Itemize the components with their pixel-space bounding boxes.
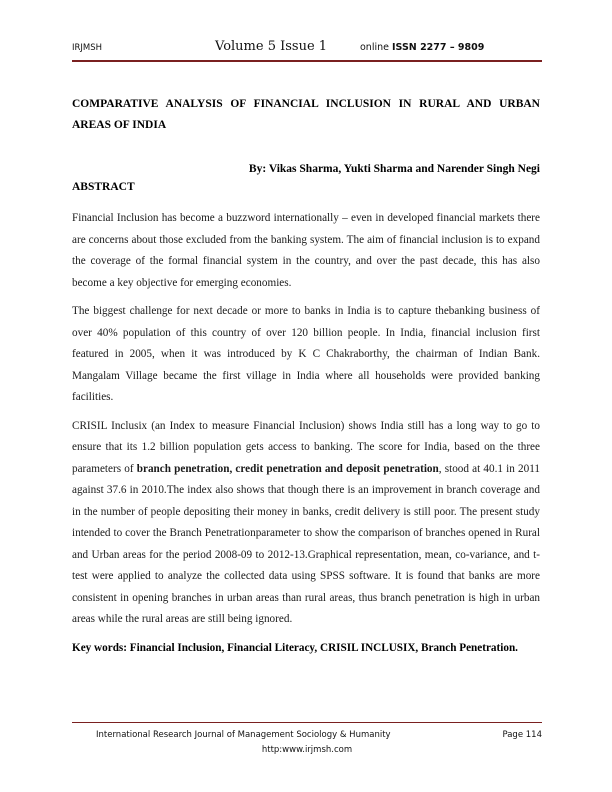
header-issn-prefix: online: [360, 42, 389, 53]
footer-url: http:www.irjmsh.com: [261, 745, 353, 755]
page-number: Page 114: [502, 730, 542, 740]
footer-divider: [72, 722, 542, 723]
header-volume: Volume 5 Issue 1: [215, 39, 328, 54]
paragraph-3-text-b: , stood at 40.1 in 2011 against 37.6 in 2010.The index also shows that though there is an improvement in branch coverage and in the number of people depositing their money in banks, credit delivery is still poor. The present study intended to cover the Branch Penetrationparameter to show the comparison of branches opened in Rural and Urban areas for the period 2008-09 to 2012-13.Graphical representation, mean, co-variance, and t-test were applied to analyze the collected data using SPSS software. It is found that banks are more consistent in opening branches in urban areas than rural areas, thus branch penetration is high in urban areas while the rural areas are still being ignored.: [72, 462, 541, 625]
header-issn-number: ISSN 2277 – 9809: [392, 42, 485, 53]
abstract-paragraph-3: [72, 416, 540, 631]
header-issn: [360, 42, 484, 53]
article-title: COMPARATIVE ANALYSIS OF FINANCIAL INCLUSION IN RURAL AND URBAN AREAS OF INDIA: [72, 98, 540, 131]
paragraph-3-text-a: CRISIL Inclusix (an Index to measure Financial Inclusion) shows India still has a long way to go to ensure that its 1.2 billion population gets access to banking. The score for India, based on the three parameters of: [72, 419, 540, 475]
running-header: [72, 40, 542, 56]
abstract-paragraph-1: Financial Inclusion has become a buzzword internationally – even in developed financial markets there are concerns about those excluded from the banking system. The aim of financial inclusion is to expand the coverage of the formal financial system in the country, and over the past decade, this has also become a key objective for emerging economies.: [72, 212, 540, 289]
keywords: Key words: Financial Inclusion, Financial Literacy, CRISIL INCLUSIX, Branch Penetration.: [72, 641, 518, 654]
abstract-body: [72, 208, 540, 666]
footer-journal: International Research Journal of Management Sociology & Humanity: [96, 730, 391, 740]
header-divider: [72, 60, 542, 62]
abstract-paragraph-2: The biggest challenge for next decade or more to banks in India is to capture thebanking business of over 40% population of this country of over 120 billion people. In India, financial inclusion first featured in 2005, when it was introduced by K C Chakraborthy, the chairman of Indian Bank. Mangalam Village became the first village in India where all households were provided banking facilities.: [72, 305, 540, 403]
header-journal: IRJMSH: [72, 43, 103, 53]
abstract-heading: ABSTRACT: [72, 181, 135, 193]
parameters-emphasis: branch penetration, credit penetration and deposit penetration: [136, 462, 439, 475]
article-authors: By: Vikas Sharma, Yukti Sharma and Narender Singh Negi: [248, 163, 540, 175]
